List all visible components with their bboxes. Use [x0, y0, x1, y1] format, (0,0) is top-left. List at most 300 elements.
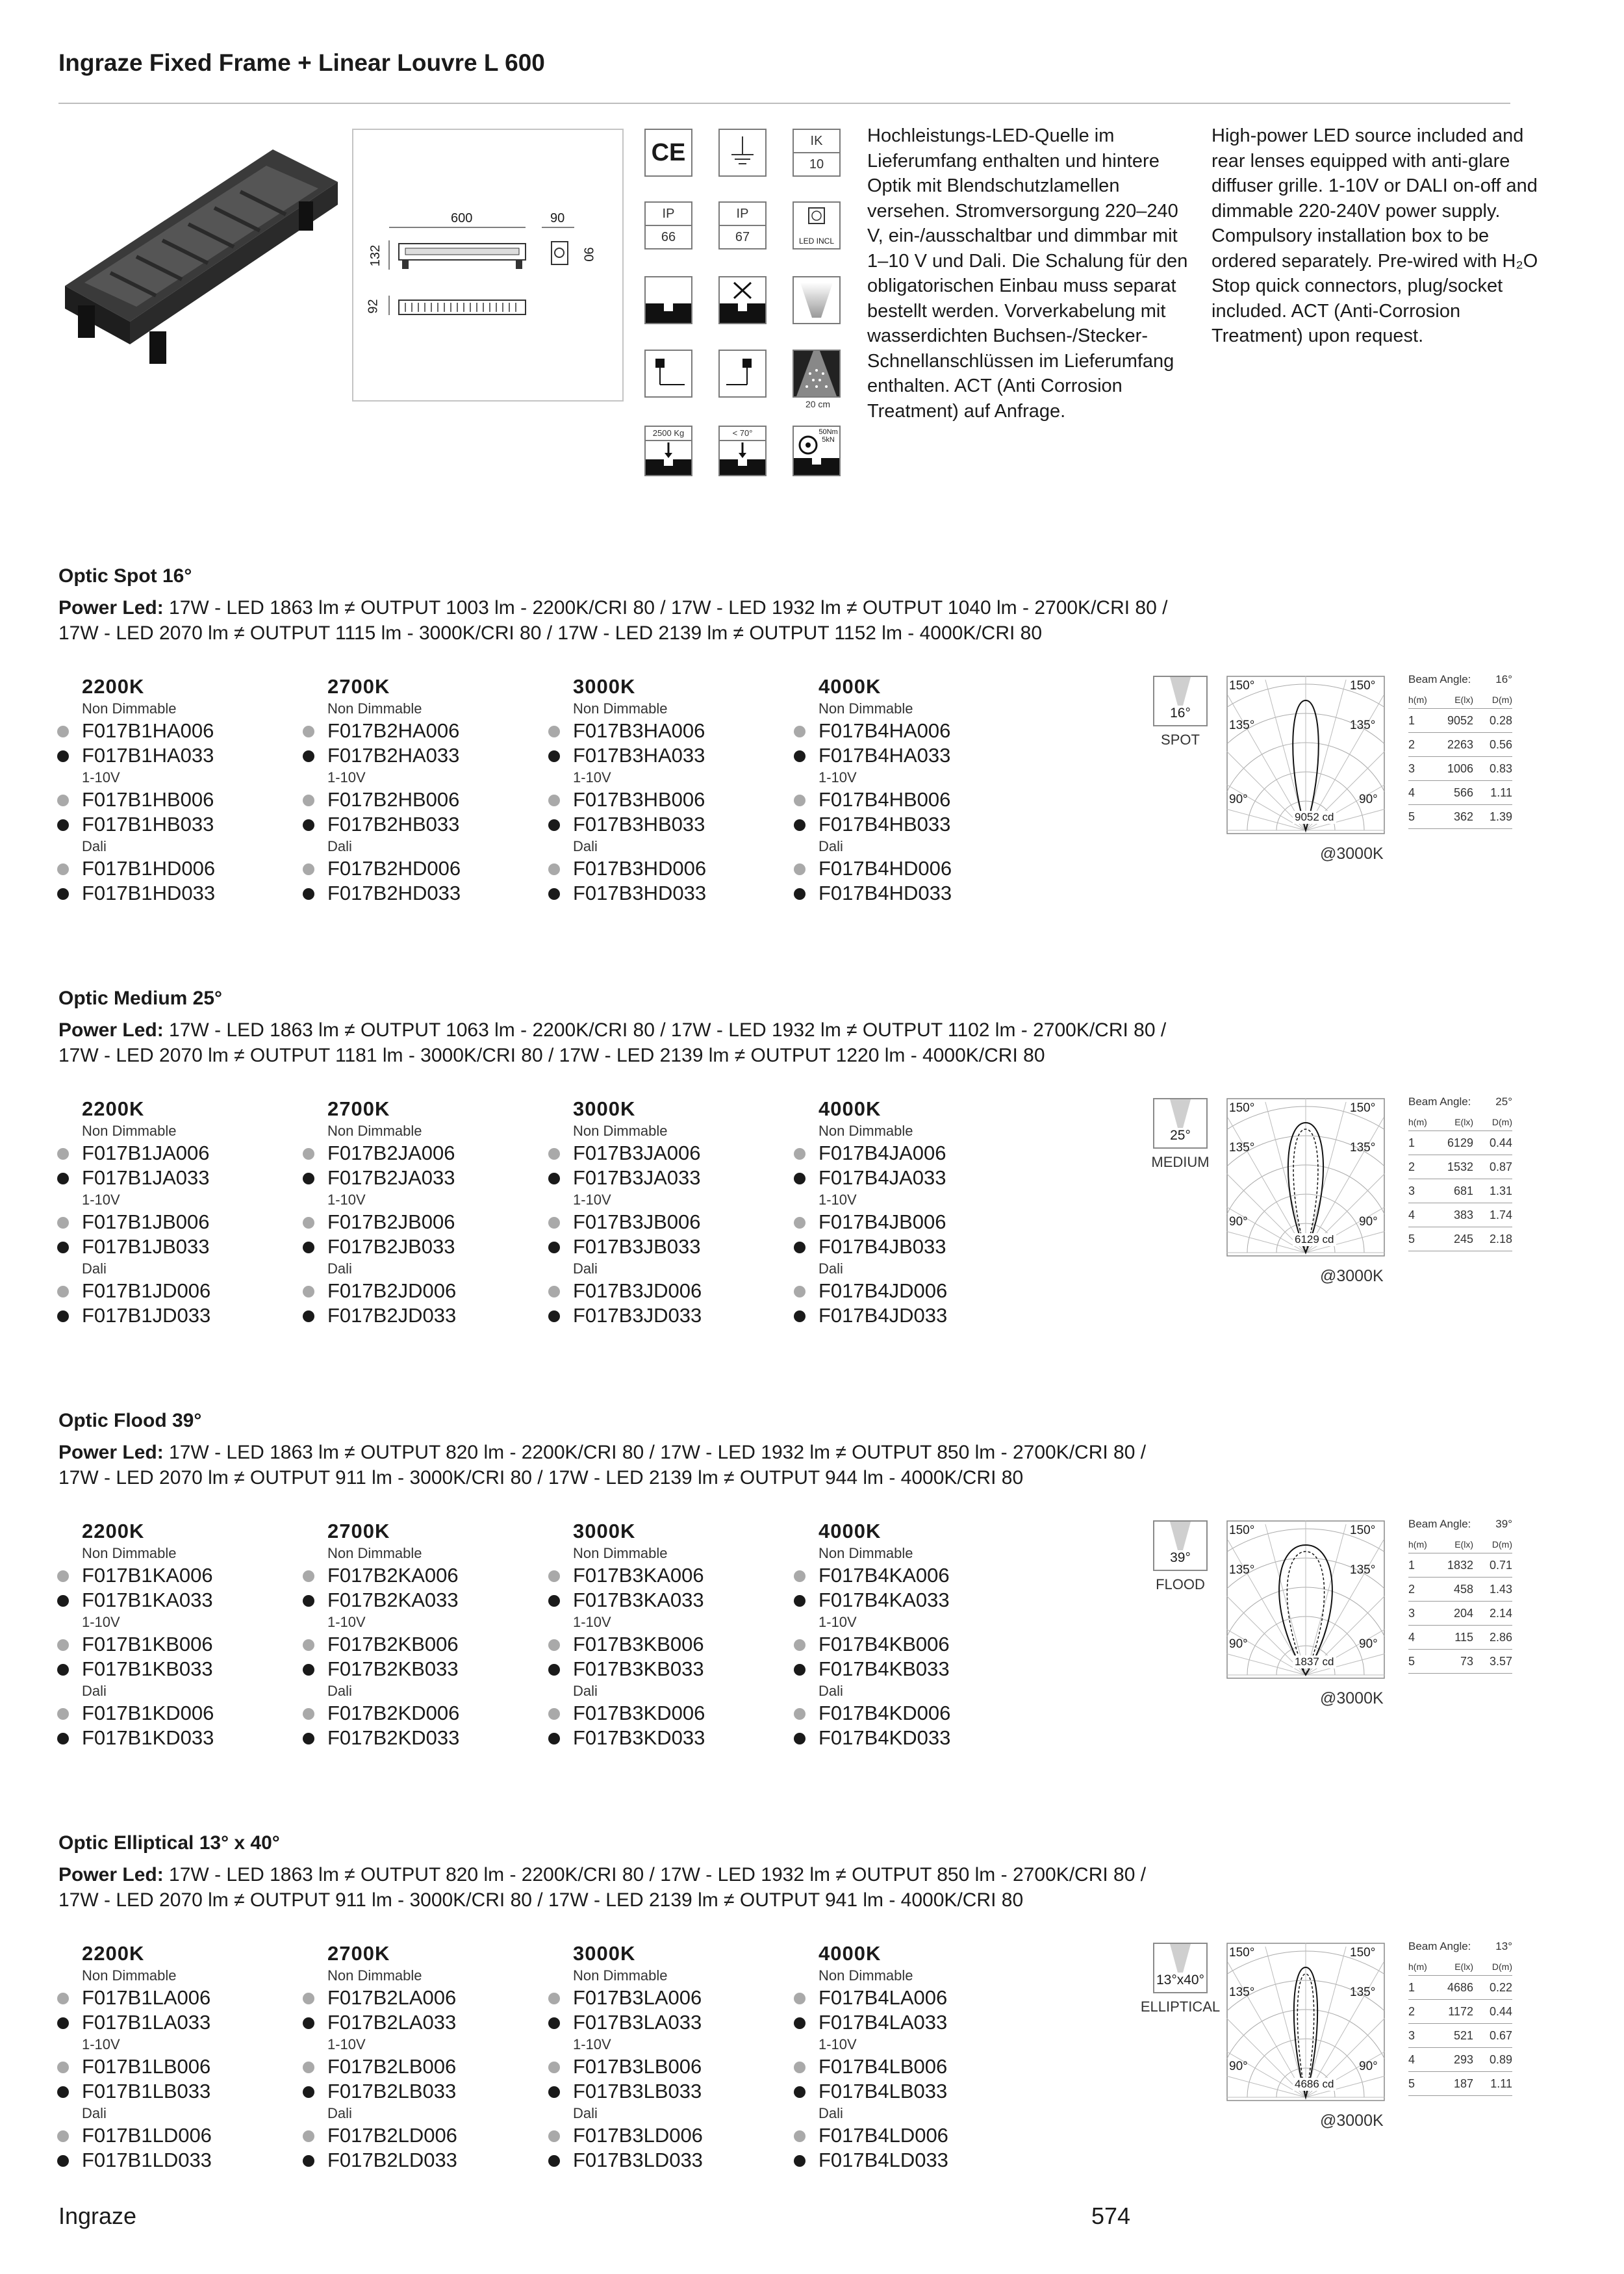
color-temp-column: [794, 1941, 1028, 2173]
product-code: F017B3JD033: [548, 1303, 782, 1328]
color-temp-heading: 2700K: [327, 675, 390, 698]
dimming-label: Non Dimmable: [82, 1967, 177, 1984]
lux-col-header: E(lx): [1454, 1539, 1473, 1550]
product-code: F017B4KD033: [794, 1726, 1028, 1750]
color-temp-heading: 2200K: [82, 1520, 145, 1542]
product-code: F017B1LD006: [57, 2123, 291, 2148]
dimension-drawing: [352, 129, 624, 402]
no-drive-over-icon: [718, 276, 769, 324]
product-code: F017B3JD006: [548, 1279, 782, 1303]
product-code: F017B3JB033: [548, 1234, 782, 1259]
wiring-side-icon: [718, 350, 769, 398]
diameter-col-header: D(m): [1491, 1961, 1512, 1972]
diameter-col-header: D(m): [1491, 1117, 1512, 1127]
product-code: F017B2HD006: [303, 856, 537, 881]
description-en: High-power LED source included and rear lenses equipped with anti-glare diffuser grille. 1-10V or DALI on-off and dimmable 220-240V power supply. Compulsory installation box to be ordered separately. Pre-wired with H₂O Stop quick connectors, plug/socket included. ACT (Anti-Corrosion Treatment) upon request.: [1212, 125, 1538, 346]
grey-finish-dot: [548, 2130, 560, 2142]
dimming-label: Non Dimmable: [327, 1545, 422, 1561]
grey-finish-dot: [303, 1286, 314, 1297]
dimming-label: Non Dimmable: [82, 1123, 177, 1139]
product-code: F017B3HD006: [548, 856, 782, 881]
dimming-label: 1-10V: [327, 1192, 366, 1208]
product-code: F017B4LB033: [794, 2079, 1028, 2104]
grey-finish-dot: [303, 1639, 314, 1651]
color-temp-column: [303, 674, 537, 906]
optic-title: Optic Flood 39°: [58, 1410, 202, 1431]
diameter-col-header: D(m): [1491, 695, 1512, 705]
black-finish-dot: [548, 1664, 560, 1676]
grey-finish-dot: [794, 726, 806, 737]
power-led-specs: [58, 1862, 1488, 1913]
grey-finish-dot: [303, 1708, 314, 1720]
black-finish-dot: [57, 888, 69, 900]
dimming-label: 1-10V: [82, 1614, 120, 1630]
grey-finish-dot: [303, 1217, 314, 1229]
title-divider: [58, 103, 1510, 104]
angle-label-150-left: 150°: [1229, 1524, 1255, 1537]
power-led-label: Power Led:: [58, 1019, 164, 1041]
color-temp-column: [548, 1941, 782, 2173]
table-row: 1 6129 0.44: [1408, 1131, 1512, 1155]
grey-finish-dot: [548, 1639, 560, 1651]
beam-angle-icon: 16°: [1153, 676, 1208, 726]
black-finish-dot: [57, 1173, 69, 1184]
dim-height: 132: [368, 244, 383, 267]
beam-angle-header: Beam Angle:: [1408, 673, 1471, 685]
black-finish-dot: [303, 2017, 314, 2029]
product-code: F017B4JD006: [794, 1279, 1028, 1303]
grey-finish-dot: [57, 1570, 69, 1582]
black-finish-dot: [548, 1173, 560, 1184]
grey-finish-dot: [548, 1286, 560, 1297]
grey-finish-dot: [57, 2062, 69, 2073]
grey-finish-dot: [303, 863, 314, 875]
product-code: F017B1KB033: [57, 1657, 291, 1681]
table-row: 1 1832 0.71: [1408, 1553, 1512, 1578]
color-temp-heading: 4000K: [818, 1097, 882, 1120]
angle-label-90-left: 90°: [1229, 1637, 1248, 1651]
product-code: F017B1HD006: [57, 856, 291, 881]
lux-col-header: E(lx): [1454, 1961, 1473, 1972]
optic-title: Optic Spot 16°: [58, 565, 192, 587]
color-temp-column: [303, 1519, 537, 1750]
angle-icon: < 70°: [718, 426, 769, 476]
beam-angle-value: 39°: [1495, 1518, 1512, 1530]
product-code: F017B4LB006: [794, 2054, 1028, 2079]
product-code: F017B1KA033: [57, 1588, 291, 1613]
product-code: F017B1LA006: [57, 1986, 291, 2010]
table-row: 4 115 2.86: [1408, 1626, 1512, 1650]
black-finish-dot: [303, 1173, 314, 1184]
color-temp-heading: 2700K: [327, 1097, 390, 1120]
dimming-label: Dali: [327, 1683, 352, 1699]
angle-label-150-right: 150°: [1350, 1101, 1376, 1115]
color-temp-heading: 4000K: [818, 675, 882, 698]
product-code: F017B2LB033: [303, 2079, 537, 2104]
black-finish-dot: [794, 888, 806, 900]
product-code: F017B4JB033: [794, 1234, 1028, 1259]
product-code: F017B1LD033: [57, 2148, 291, 2173]
dimming-label: Non Dimmable: [82, 700, 177, 717]
product-code: F017B3JB006: [548, 1210, 782, 1234]
product-code: F017B2LB006: [303, 2054, 537, 2079]
grey-finish-dot: [303, 1993, 314, 2004]
angle-label-90-right: 90°: [1359, 793, 1378, 806]
product-code: F017B1JA033: [57, 1166, 291, 1190]
optic-title: Optic Elliptical 13° x 40°: [58, 1832, 280, 1854]
product-code: F017B1HB033: [57, 812, 291, 837]
black-finish-dot: [794, 2155, 806, 2167]
grey-finish-dot: [548, 1570, 560, 1582]
angle-label-90-right: 90°: [1359, 1637, 1378, 1651]
angle-label-135-right: 135°: [1350, 1563, 1376, 1577]
product-code: F017B1HA033: [57, 743, 291, 768]
color-temp-note: @3000K: [1320, 1689, 1384, 1707]
dimming-label: Non Dimmable: [327, 1967, 422, 1984]
beam-angle-icon: 13°x40°: [1153, 1943, 1208, 1993]
product-code: F017B3KA006: [548, 1563, 782, 1588]
angle-label-150-left: 150°: [1229, 679, 1255, 693]
beam-angle-header: Beam Angle:: [1408, 1940, 1471, 1952]
color-temp-column: [794, 674, 1028, 906]
power-line-1: 17W - LED 1863 lm ≠ OUTPUT 820 lm - 2200K/CRI 80 / 17W - LED 1932 lm ≠ OUTPUT 850 lm - 2700K/CRI 80 /: [169, 1442, 1147, 1463]
dim-length: 600: [451, 211, 473, 225]
beam-type-label: SPOT: [1161, 732, 1200, 748]
dimming-label: Non Dimmable: [818, 700, 913, 717]
color-temp-column: [303, 1097, 537, 1328]
black-finish-dot: [548, 1733, 560, 1744]
product-code: F017B2HB033: [303, 812, 537, 837]
grey-finish-dot: [57, 1993, 69, 2004]
beam-angle-value: 13°: [1495, 1940, 1512, 1952]
grey-finish-dot: [794, 1993, 806, 2004]
black-finish-dot: [548, 750, 560, 762]
angle-label-150-right: 150°: [1350, 1524, 1376, 1537]
angle-label-90-right: 90°: [1359, 1215, 1378, 1229]
beam-type-label: MEDIUM: [1151, 1154, 1210, 1170]
black-finish-dot: [57, 750, 69, 762]
ip66-icon: IP 66: [644, 201, 695, 249]
grey-finish-dot: [57, 1148, 69, 1160]
ik-rating-icon: IK 10: [793, 129, 843, 177]
peak-intensity: 6129 cd: [1293, 1233, 1336, 1246]
product-code: F017B1KA006: [57, 1563, 291, 1588]
black-finish-dot: [303, 2155, 314, 2167]
product-code: F017B2JA033: [303, 1166, 537, 1190]
product-code: F017B1HA006: [57, 719, 291, 743]
table-row: 5 73 3.57: [1408, 1650, 1512, 1674]
table-row: 3 1006 0.83: [1408, 757, 1512, 781]
table-row: 1 4686 0.22: [1408, 1976, 1512, 2000]
product-code: F017B3LA006: [548, 1986, 782, 2010]
product-code: F017B4HD006: [794, 856, 1028, 881]
beam-type-label: FLOOD: [1156, 1576, 1205, 1592]
product-code: F017B3LB006: [548, 2054, 782, 2079]
product-code: F017B3KD006: [548, 1701, 782, 1726]
product-code: F017B1LB033: [57, 2079, 291, 2104]
black-finish-dot: [57, 1242, 69, 1253]
black-finish-dot: [794, 750, 806, 762]
optic-title: Optic Medium 25°: [58, 988, 223, 1009]
color-temp-heading: 2700K: [327, 1520, 390, 1542]
grey-finish-dot: [303, 2062, 314, 2073]
table-row: 4 566 1.11: [1408, 781, 1512, 805]
angle-label-90-left: 90°: [1229, 793, 1248, 806]
table-row: 3 681 1.31: [1408, 1179, 1512, 1203]
dimming-label: 1-10V: [818, 769, 857, 786]
black-finish-dot: [303, 1664, 314, 1676]
product-code: F017B2LA033: [303, 2010, 537, 2035]
dimming-label: Non Dimmable: [573, 1967, 668, 1984]
product-code: F017B2HA006: [303, 719, 537, 743]
black-finish-dot: [57, 2155, 69, 2167]
product-code: F017B4LA006: [794, 1986, 1028, 2010]
angle-label-135-left: 135°: [1229, 1986, 1255, 1999]
table-row: 5 245 2.18: [1408, 1227, 1512, 1251]
product-code: F017B4HA033: [794, 743, 1028, 768]
color-temp-column: [57, 1097, 291, 1328]
product-code: F017B1LA033: [57, 2010, 291, 2035]
dimming-label: 1-10V: [573, 1614, 611, 1630]
torque-icon: 50Nm 5kN: [793, 426, 843, 476]
angle-label-135-left: 135°: [1229, 719, 1255, 732]
product-code: F017B3HB006: [548, 787, 782, 812]
color-temp-column: [548, 674, 782, 906]
dimming-label: Dali: [573, 1260, 598, 1277]
color-temp-column: [57, 1519, 291, 1750]
black-finish-dot: [303, 1595, 314, 1607]
dimming-label: 1-10V: [573, 1192, 611, 1208]
black-finish-dot: [57, 2086, 69, 2098]
color-temp-column: [548, 1519, 782, 1750]
product-code: F017B3JA006: [548, 1141, 782, 1166]
product-code: F017B4KA033: [794, 1588, 1028, 1613]
black-finish-dot: [548, 1242, 560, 1253]
product-code: F017B2JD006: [303, 1279, 537, 1303]
product-code: F017B1KB006: [57, 1632, 291, 1657]
dimming-label: 1-10V: [327, 2036, 366, 2052]
angle-label-135-right: 135°: [1350, 1141, 1376, 1155]
dimming-label: 1-10V: [82, 2036, 120, 2052]
color-temp-column: [57, 674, 291, 906]
dimming-label: Dali: [818, 2105, 843, 2121]
grey-finish-dot: [57, 2130, 69, 2142]
dimming-label: 1-10V: [82, 769, 120, 786]
color-temp-heading: 4000K: [818, 1520, 882, 1542]
black-finish-dot: [794, 1664, 806, 1676]
dimming-label: 1-10V: [818, 1614, 857, 1630]
color-temp-column: [57, 1941, 291, 2173]
grey-finish-dot: [794, 1708, 806, 1720]
grey-finish-dot: [57, 795, 69, 806]
dim-width: 90: [550, 211, 565, 225]
product-code: F017B2KA006: [303, 1563, 537, 1588]
product-code: F017B4KB033: [794, 1657, 1028, 1681]
product-code: F017B3KB006: [548, 1632, 782, 1657]
product-code: F017B1KD006: [57, 1701, 291, 1726]
dimming-label: Dali: [327, 1260, 352, 1277]
grey-finish-dot: [57, 1708, 69, 1720]
table-row: 2 2263 0.56: [1408, 733, 1512, 757]
illuminance-table: [1408, 1095, 1512, 1251]
product-code: F017B2LD033: [303, 2148, 537, 2173]
black-finish-dot: [303, 2086, 314, 2098]
grey-finish-dot: [57, 1217, 69, 1229]
black-finish-dot: [548, 819, 560, 831]
product-code: F017B2KB033: [303, 1657, 537, 1681]
product-code: F017B2JB006: [303, 1210, 537, 1234]
product-code: F017B3KD033: [548, 1726, 782, 1750]
page-number: 574: [1091, 2203, 1131, 2229]
power-line-2: 17W - LED 2070 lm ≠ OUTPUT 911 lm - 3000K/CRI 80 / 17W - LED 2139 lm ≠ OUTPUT 944 lm - 4000K/CRI 80: [58, 1467, 1024, 1488]
product-code: F017B3LD006: [548, 2123, 782, 2148]
grey-finish-dot: [303, 726, 314, 737]
diameter-col-header: D(m): [1491, 1539, 1512, 1550]
grey-finish-dot: [303, 795, 314, 806]
product-code: F017B1LB006: [57, 2054, 291, 2079]
illuminance-table: [1408, 673, 1512, 829]
wiring-icon: [644, 350, 695, 398]
product-code: F017B2LD006: [303, 2123, 537, 2148]
power-line-1: 17W - LED 1863 lm ≠ OUTPUT 1003 lm - 2200K/CRI 80 / 17W - LED 1932 lm ≠ OUTPUT 1040 lm - 2700K/CRI 80 /: [169, 597, 1168, 619]
product-code: F017B4HB033: [794, 812, 1028, 837]
beam-angle-value: 16°: [1495, 673, 1512, 685]
angle-label-135-right: 135°: [1350, 719, 1376, 732]
product-code: F017B4JB006: [794, 1210, 1028, 1234]
product-code: F017B4HD033: [794, 881, 1028, 906]
grey-finish-dot: [794, 2130, 806, 2142]
dimming-label: Non Dimmable: [573, 1545, 668, 1561]
illuminance-table: [1408, 1940, 1512, 2096]
power-led-specs: [58, 595, 1488, 646]
peak-intensity: 1837 cd: [1293, 1655, 1336, 1668]
dimming-label: Dali: [82, 838, 107, 854]
dimming-label: Dali: [327, 838, 352, 854]
product-code: F017B3KA033: [548, 1588, 782, 1613]
dimming-label: Dali: [327, 2105, 352, 2121]
product-code: F017B2KD033: [303, 1726, 537, 1750]
dimming-label: Dali: [82, 1683, 107, 1699]
grey-finish-dot: [794, 1148, 806, 1160]
product-code: F017B3HA033: [548, 743, 782, 768]
power-led-label: Power Led:: [58, 1442, 164, 1463]
color-temp-heading: 3000K: [573, 1097, 636, 1120]
power-led-specs: [58, 1017, 1488, 1068]
power-line-1: 17W - LED 1863 lm ≠ OUTPUT 1063 lm - 2200K/CRI 80 / 17W - LED 1932 lm ≠ OUTPUT 1102 lm - 2700K/CRI 80 /: [169, 1019, 1167, 1041]
black-finish-dot: [548, 2155, 560, 2167]
black-finish-dot: [57, 2017, 69, 2029]
description-de: Hochleistungs-LED-Quelle im Lieferumfang enthalten und hintere Optik mit Blendschutzlamellen versehen. Stromversorgung 220–240 V, ein-/ausschaltbar und dimmbar mit 1–10 V und Dali. Die Schalung für den obligatorischen Einbau muss separat bestellt werden. Vorverkabelung mit wasserdichten Buchsen-/Stecker-Schnellanschlüssen im Lieferumfang enthalten. ACT (Anti Corrosion Treatment) auf Anfrage.: [867, 125, 1188, 422]
color-temp-heading: 3000K: [573, 1942, 636, 1965]
product-code: F017B3LD033: [548, 2148, 782, 2173]
ground-icon: [718, 129, 769, 177]
color-temp-heading: 3000K: [573, 675, 636, 698]
black-finish-dot: [303, 1733, 314, 1744]
peak-intensity: 9052 cd: [1293, 811, 1336, 824]
angle-label-90-left: 90°: [1229, 1215, 1248, 1229]
height-col-header: h(m): [1408, 1117, 1427, 1127]
grey-finish-dot: [548, 1148, 560, 1160]
product-code: F017B1HD033: [57, 881, 291, 906]
power-line-2: 17W - LED 2070 lm ≠ OUTPUT 1181 lm - 3000K/CRI 80 / 17W - LED 2139 lm ≠ OUTPUT 1220 lm - 4000K/CRI 80: [58, 1045, 1045, 1066]
black-finish-dot: [794, 1310, 806, 1322]
black-finish-dot: [303, 888, 314, 900]
angle-label-135-left: 135°: [1229, 1563, 1255, 1577]
black-finish-dot: [548, 888, 560, 900]
black-finish-dot: [57, 1733, 69, 1744]
beam-angle-header: Beam Angle:: [1408, 1518, 1471, 1530]
dimming-label: Dali: [573, 2105, 598, 2121]
black-finish-dot: [794, 1242, 806, 1253]
table-row: 4 383 1.74: [1408, 1203, 1512, 1227]
product-code: F017B3JA033: [548, 1166, 782, 1190]
color-temp-heading: 2200K: [82, 675, 145, 698]
product-code: F017B4KD006: [794, 1701, 1028, 1726]
color-temp-heading: 2700K: [327, 1942, 390, 1965]
grey-finish-dot: [548, 1217, 560, 1229]
product-code: F017B4LD033: [794, 2148, 1028, 2173]
black-finish-dot: [303, 1242, 314, 1253]
product-code: F017B3HD033: [548, 881, 782, 906]
table-row: 4 293 0.89: [1408, 2048, 1512, 2072]
beam-angle-icon: 25°: [1153, 1098, 1208, 1149]
dimming-label: 1-10V: [573, 769, 611, 786]
color-temp-column: [794, 1519, 1028, 1750]
color-temp-column: [794, 1097, 1028, 1328]
product-code: F017B3KB033: [548, 1657, 782, 1681]
product-code: F017B1JD033: [57, 1303, 291, 1328]
peak-intensity: 4686 cd: [1293, 2078, 1336, 2091]
product-code: F017B2HB006: [303, 787, 537, 812]
dimming-label: 1-10V: [327, 1614, 366, 1630]
grey-finish-dot: [794, 2062, 806, 2073]
product-code: F017B4JA033: [794, 1166, 1028, 1190]
recessed-ground-icon: [644, 276, 695, 324]
dimming-label: Non Dimmable: [818, 1123, 913, 1139]
black-finish-dot: [548, 1595, 560, 1607]
product-code: F017B2JA006: [303, 1141, 537, 1166]
footer-brand: Ingraze: [58, 2203, 137, 2229]
black-finish-dot: [794, 2086, 806, 2098]
grey-finish-dot: [794, 1286, 806, 1297]
black-finish-dot: [57, 819, 69, 831]
grey-finish-dot: [303, 2130, 314, 2142]
beam-angle-header: Beam Angle:: [1408, 1095, 1471, 1108]
product-code: F017B2JD033: [303, 1303, 537, 1328]
product-code: F017B3LA033: [548, 2010, 782, 2035]
angle-label-90-right: 90°: [1359, 2060, 1378, 2073]
grey-finish-dot: [548, 2062, 560, 2073]
table-row: 5 362 1.39: [1408, 805, 1512, 829]
product-image: [58, 136, 344, 370]
dimming-label: Non Dimmable: [82, 1545, 177, 1561]
black-finish-dot: [548, 2017, 560, 2029]
power-led-label: Power Led:: [58, 1864, 164, 1885]
product-code: F017B1JB006: [57, 1210, 291, 1234]
black-finish-dot: [303, 819, 314, 831]
led-included-icon: LED INCL: [793, 201, 843, 249]
grey-finish-dot: [303, 1148, 314, 1160]
grey-finish-dot: [794, 1570, 806, 1582]
color-temp-note: @3000K: [1320, 2112, 1384, 2130]
dimming-label: Dali: [818, 838, 843, 854]
product-code: F017B2KB006: [303, 1632, 537, 1657]
angle-label-135-left: 135°: [1229, 1141, 1255, 1155]
product-code: F017B2HA033: [303, 743, 537, 768]
angle-label-135-right: 135°: [1350, 1986, 1376, 1999]
black-finish-dot: [57, 1310, 69, 1322]
power-led-specs: [58, 1440, 1488, 1490]
